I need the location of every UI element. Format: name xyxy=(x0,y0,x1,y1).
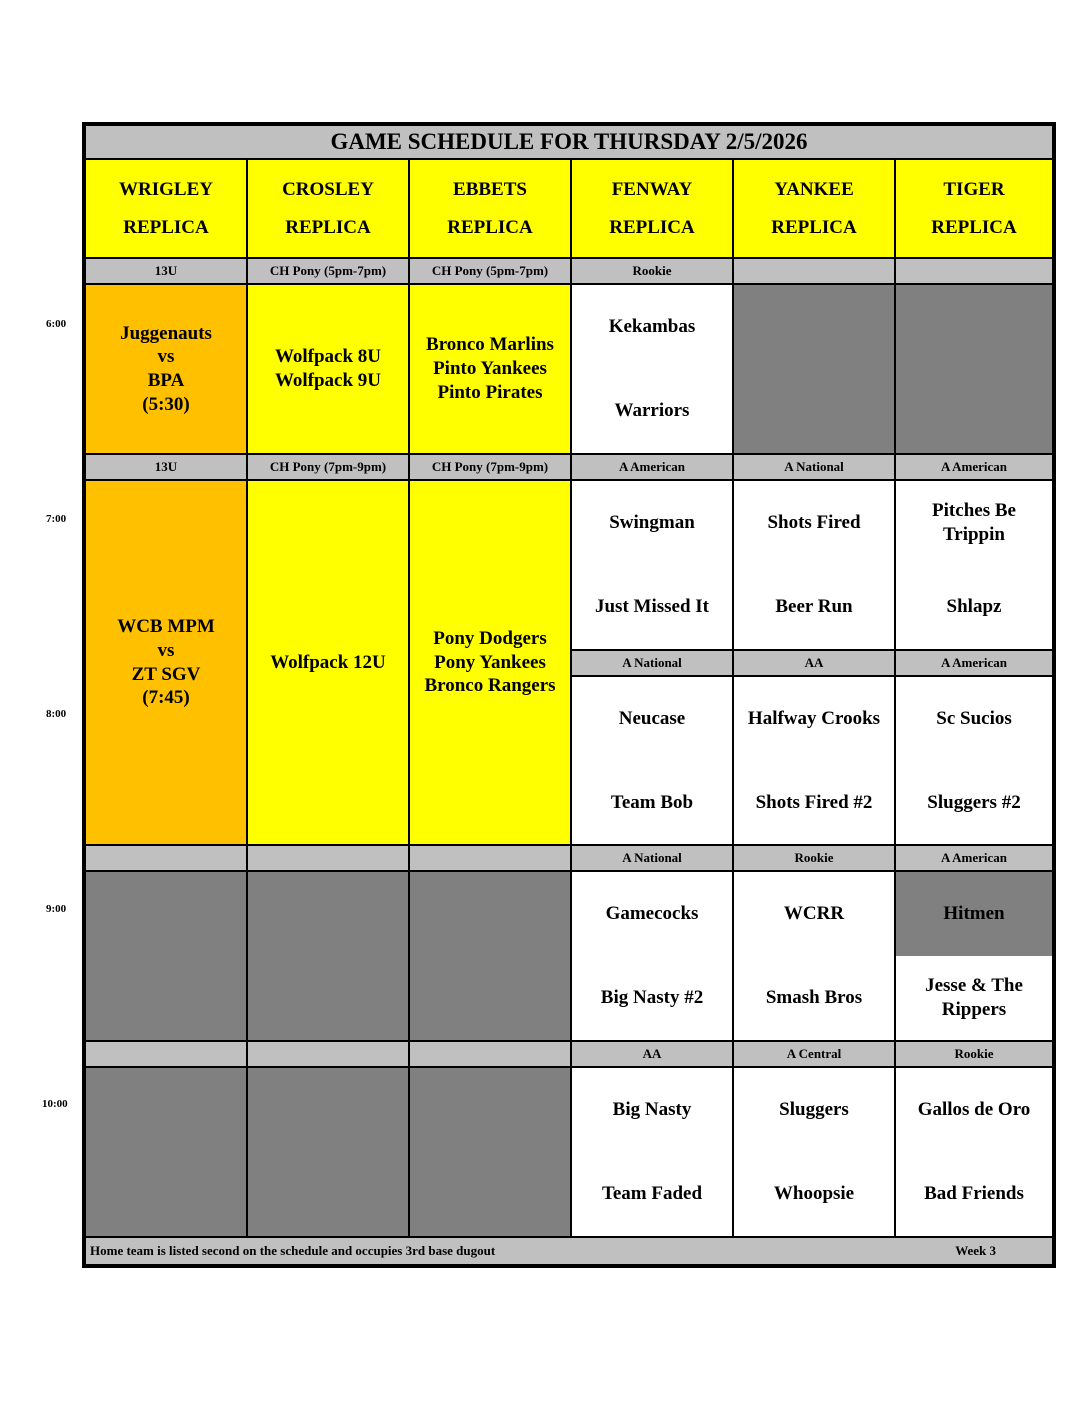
division-label: A American xyxy=(895,454,1053,480)
schedule-footer xyxy=(85,1237,1053,1265)
park-header-fenway xyxy=(571,159,733,258)
team-name: Pony Dodgers xyxy=(433,627,547,649)
division-label: A National xyxy=(733,454,895,480)
team-name: Wolfpack 8U xyxy=(274,346,382,368)
team-name: BPA xyxy=(147,370,185,391)
team-cell: Team Bob xyxy=(571,761,733,845)
empty-slot xyxy=(247,1067,409,1237)
division-label: A American xyxy=(895,650,1053,676)
game-time: (5:30) xyxy=(142,393,190,415)
week-label: Week 3 xyxy=(955,1242,996,1258)
empty-slot xyxy=(733,284,895,454)
time-label-8: 8:00 xyxy=(46,708,67,720)
park-name: TIGER xyxy=(943,178,1005,200)
team-cell: Sluggers #2 xyxy=(895,761,1053,845)
team-cell: Shots Fired xyxy=(733,480,895,565)
team-cell: Smash Bros xyxy=(733,956,895,1041)
team-cell: Shots Fired #2 xyxy=(733,761,895,845)
team-cell: Gallos de Oro xyxy=(895,1067,1053,1152)
division-label: 13U xyxy=(85,454,247,480)
park-name: CROSLEY xyxy=(282,178,374,200)
team-cell: Beer Run xyxy=(733,565,895,650)
division-label: Rookie xyxy=(895,1041,1053,1067)
team-cell: Sluggers xyxy=(733,1067,895,1152)
team-name: WCB MPM xyxy=(117,616,215,637)
team-name: Pinto Pirates xyxy=(437,381,543,403)
team-cell: Big Nasty #2 xyxy=(571,956,733,1041)
division-label: AA xyxy=(733,650,895,676)
team-cell: Pitches Be Trippin xyxy=(895,480,1053,565)
game-time: (7:45) xyxy=(142,687,190,709)
team-name: ZT SGV xyxy=(131,663,201,685)
division-label: A National xyxy=(571,845,733,871)
division-label xyxy=(247,845,409,871)
game-ebbets-6pm xyxy=(409,284,571,454)
division-label xyxy=(409,1041,571,1067)
division-label xyxy=(409,845,571,871)
team-cell: Jesse & The Rippers xyxy=(895,956,1053,1041)
team-cell: Shlapz xyxy=(895,565,1053,650)
empty-slot xyxy=(409,1067,571,1237)
vs-label: vs xyxy=(157,346,175,368)
division-label xyxy=(247,1041,409,1067)
team-name: Pony Yankees xyxy=(434,651,546,673)
team-name: Wolfpack 9U xyxy=(274,370,382,391)
game-ebbets-7pm xyxy=(409,480,571,845)
team-cell: Whoopsie xyxy=(733,1152,895,1237)
park-sub: REPLICA xyxy=(123,216,209,238)
empty-slot xyxy=(85,1067,247,1237)
time-label-10: 10:00 xyxy=(42,1098,68,1110)
team-name: Bronco Rangers xyxy=(424,675,556,697)
park-name: WRIGLEY xyxy=(119,178,213,200)
park-header-wrigley xyxy=(85,159,247,258)
team-cell: Neucase xyxy=(571,676,733,761)
division-label: Rookie xyxy=(733,845,895,871)
empty-slot xyxy=(895,284,1053,454)
division-label: CH Pony (7pm-9pm) xyxy=(247,454,409,480)
empty-slot xyxy=(85,871,247,1041)
park-header-yankee xyxy=(733,159,895,258)
division-label: 13U xyxy=(85,258,247,284)
schedule-title: GAME SCHEDULE FOR THURSDAY 2/5/2026 xyxy=(85,125,1053,159)
division-label: A American xyxy=(895,845,1053,871)
park-sub: REPLICA xyxy=(285,216,371,238)
division-label xyxy=(733,258,895,284)
team-cell: Team Faded xyxy=(571,1152,733,1237)
team-cell: Hitmen xyxy=(895,871,1053,956)
empty-slot xyxy=(409,871,571,1041)
game-crosley-7pm xyxy=(247,480,409,845)
game-wrigley-6pm xyxy=(85,284,247,454)
team-cell: WCRR xyxy=(733,871,895,956)
park-header-crosley xyxy=(247,159,409,258)
park-header-tiger xyxy=(895,159,1053,258)
team-name: Wolfpack 12U xyxy=(270,651,386,673)
team-cell: Gamecocks xyxy=(571,871,733,956)
team-cell: Sc Sucios xyxy=(895,676,1053,761)
park-sub: REPLICA xyxy=(609,216,695,238)
team-name: Juggenauts xyxy=(120,322,212,344)
team-cell: Bad Friends xyxy=(895,1152,1053,1237)
vs-label: vs xyxy=(157,639,175,661)
park-sub: REPLICA xyxy=(771,216,857,238)
team-cell: Big Nasty xyxy=(571,1067,733,1152)
division-label: CH Pony (5pm-7pm) xyxy=(409,258,571,284)
game-crosley-6pm xyxy=(247,284,409,454)
team-name: Bronco Marlins xyxy=(426,334,554,356)
division-label xyxy=(85,1041,247,1067)
division-label xyxy=(895,258,1053,284)
team-cell: Halfway Crooks xyxy=(733,676,895,761)
division-label: A Central xyxy=(733,1041,895,1067)
team-cell: Warriors xyxy=(571,369,733,454)
park-sub: REPLICA xyxy=(931,216,1017,238)
time-label-7: 7:00 xyxy=(46,513,67,525)
team-cell: Kekambas xyxy=(571,284,733,369)
schedule-grid xyxy=(82,122,1056,1268)
division-label: AA xyxy=(571,1041,733,1067)
division-label: A National xyxy=(571,650,733,676)
division-label: CH Pony (5pm-7pm) xyxy=(247,258,409,284)
division-label: A American xyxy=(571,454,733,480)
park-sub: REPLICA xyxy=(447,216,533,238)
time-label-9: 9:00 xyxy=(46,903,67,915)
team-cell: Just Missed It xyxy=(571,565,733,650)
division-label: Rookie xyxy=(571,258,733,284)
game-wrigley-7pm xyxy=(85,480,247,845)
empty-slot xyxy=(247,871,409,1041)
park-name: YANKEE xyxy=(774,178,854,200)
park-name: FENWAY xyxy=(611,178,693,200)
park-header-ebbets xyxy=(409,159,571,258)
park-name: EBBETS xyxy=(453,178,527,200)
time-label-6: 6:00 xyxy=(46,318,67,330)
team-name: Pinto Yankees xyxy=(433,358,547,380)
footer-note: Home team is listed second on the schedule and occupies 3rd base dugout xyxy=(90,1242,496,1258)
team-cell: Swingman xyxy=(571,480,733,565)
division-label: CH Pony (7pm-9pm) xyxy=(409,454,571,480)
division-label xyxy=(85,845,247,871)
